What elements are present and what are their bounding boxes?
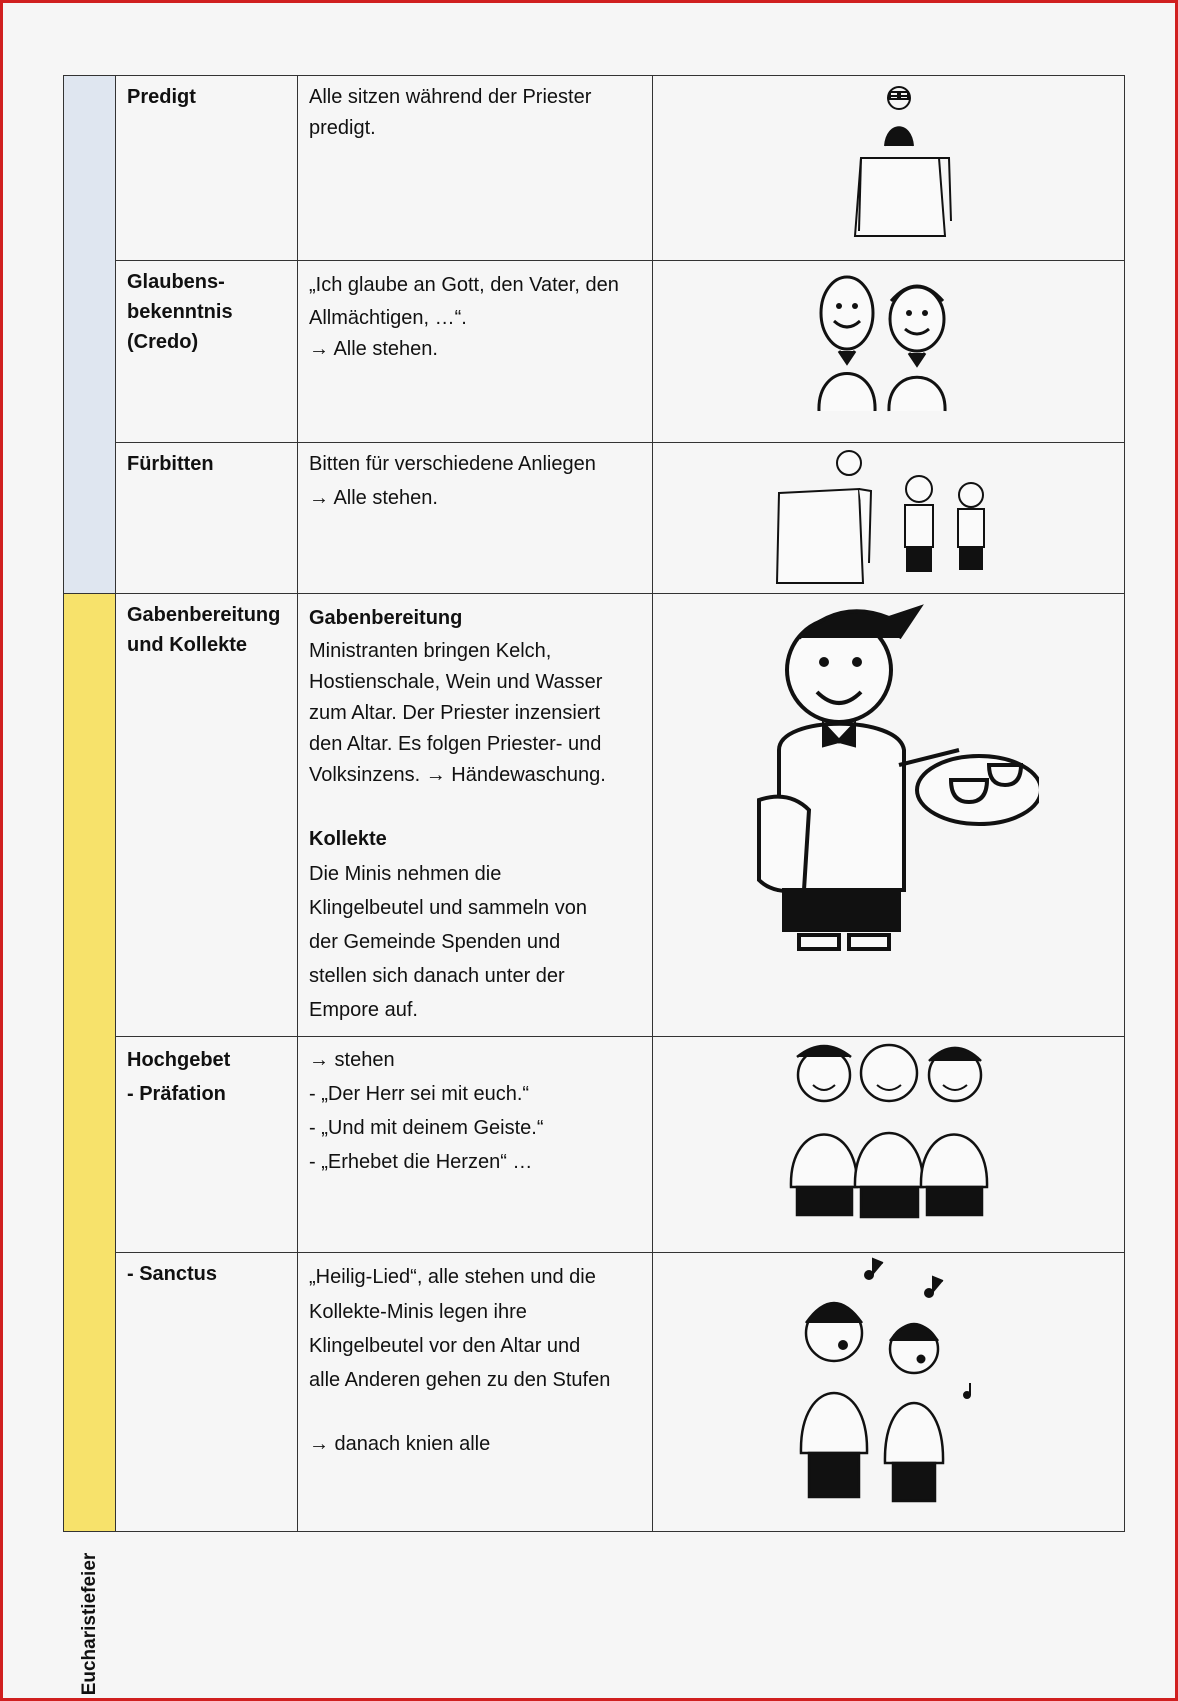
row-description bbox=[298, 443, 653, 594]
priest-at-pulpit-icon bbox=[789, 76, 989, 256]
row-name-text: Hochgebet bbox=[127, 1049, 231, 1071]
row-name-text: und Kollekte bbox=[127, 634, 248, 656]
description-line: „Ich glaube an Gott, den Vater, den bbox=[309, 274, 619, 296]
row-name bbox=[116, 261, 298, 443]
row-illustration bbox=[653, 1037, 1125, 1253]
row-illustration bbox=[653, 1253, 1125, 1532]
description-heading: Kollekte bbox=[309, 828, 387, 850]
description-line: → Alle stehen. bbox=[309, 338, 438, 360]
row-illustration bbox=[653, 261, 1125, 443]
two-altar-servers-praying-icon bbox=[779, 261, 999, 431]
row-name bbox=[116, 1253, 298, 1532]
description-heading: Gabenbereitung bbox=[309, 607, 463, 629]
description-line: Bitten für verschiedene Anliegen bbox=[309, 453, 596, 475]
description-line: Volksinzens. → Händewaschung. bbox=[309, 764, 606, 786]
section-label: Eucharistiefeier bbox=[78, 1552, 100, 1696]
row-description bbox=[298, 594, 653, 1037]
description-line: zum Altar. Der Priester inzensiert bbox=[309, 702, 601, 724]
liturgy-table bbox=[63, 75, 1125, 1696]
description-line: Empore auf. bbox=[309, 999, 418, 1021]
lector-and-singing-children-icon bbox=[759, 443, 1019, 591]
description-line: Ministranten bringen Kelch, bbox=[309, 640, 552, 662]
description-line: Kollekte-Minis legen ihre bbox=[309, 1301, 527, 1323]
description-line: → Alle stehen. bbox=[309, 487, 438, 509]
section-bar-wortgottesdienst bbox=[64, 76, 116, 594]
row-name-text: Glaubens- bbox=[127, 271, 225, 293]
spacer bbox=[309, 1397, 644, 1427]
row-name-text: bekenntnis bbox=[127, 301, 233, 323]
description-line: „Heilig-Lied“, alle stehen und die bbox=[309, 1266, 596, 1288]
description-line: - „Der Herr sei mit euch.“ bbox=[309, 1083, 530, 1105]
description-line: → danach knien alle bbox=[309, 1433, 491, 1455]
row-name bbox=[116, 443, 298, 594]
description-line: → stehen bbox=[309, 1049, 395, 1071]
row-name bbox=[116, 1037, 298, 1253]
row-description bbox=[298, 1253, 653, 1532]
description-line: alle Anderen gehen zu den Stufen bbox=[309, 1369, 611, 1391]
row-illustration bbox=[653, 594, 1125, 1037]
description-line: Klingelbeutel vor den Altar und bbox=[309, 1335, 581, 1357]
table-row bbox=[64, 443, 1125, 594]
description-line: Allmächtigen, …“. bbox=[309, 307, 467, 329]
table-row bbox=[64, 1253, 1125, 1532]
table-row bbox=[64, 1037, 1125, 1253]
row-illustration bbox=[653, 76, 1125, 261]
table-row bbox=[64, 594, 1125, 1037]
row-name-text: - Präfation bbox=[127, 1083, 226, 1105]
row-name bbox=[116, 76, 298, 261]
row-description bbox=[298, 261, 653, 443]
row-name-text: Fürbitten bbox=[127, 453, 214, 475]
description-line: Klingelbeutel und sammeln von bbox=[309, 897, 587, 919]
description-line: - „Erhebet die Herzen“ … bbox=[309, 1151, 533, 1173]
description-line: stellen sich danach unter der bbox=[309, 965, 565, 987]
description-line: den Altar. Es folgen Priester- und bbox=[309, 733, 602, 755]
table-row bbox=[64, 76, 1125, 261]
description-line: Hostienschale, Wein und Wasser bbox=[309, 671, 603, 693]
row-name-text: - Sanctus bbox=[127, 1263, 218, 1285]
row-description bbox=[298, 76, 653, 261]
description-line: der Gemeinde Spenden und bbox=[309, 931, 561, 953]
altar-server-with-tray-icon bbox=[739, 600, 1039, 980]
row-name-text: Gabenbereitung bbox=[127, 604, 281, 626]
spacer bbox=[309, 791, 644, 821]
row-name-text: Predigt bbox=[127, 86, 196, 108]
two-singing-altar-servers-icon bbox=[789, 1253, 989, 1513]
three-altar-servers-praying-icon bbox=[779, 1037, 999, 1237]
table-row bbox=[64, 261, 1125, 443]
description-line: Alle sitzen während der Priester bbox=[309, 86, 592, 108]
row-illustration bbox=[653, 443, 1125, 594]
row-name bbox=[116, 594, 298, 1037]
description-line: predigt. bbox=[309, 117, 376, 139]
row-name-text: (Credo) bbox=[127, 331, 199, 353]
row-description bbox=[298, 1037, 653, 1253]
description-line: - „Und mit deinem Geiste.“ bbox=[309, 1117, 544, 1139]
section-bar-eucharistiefeier bbox=[64, 594, 116, 1696]
description-line: Die Minis nehmen die bbox=[309, 863, 502, 885]
